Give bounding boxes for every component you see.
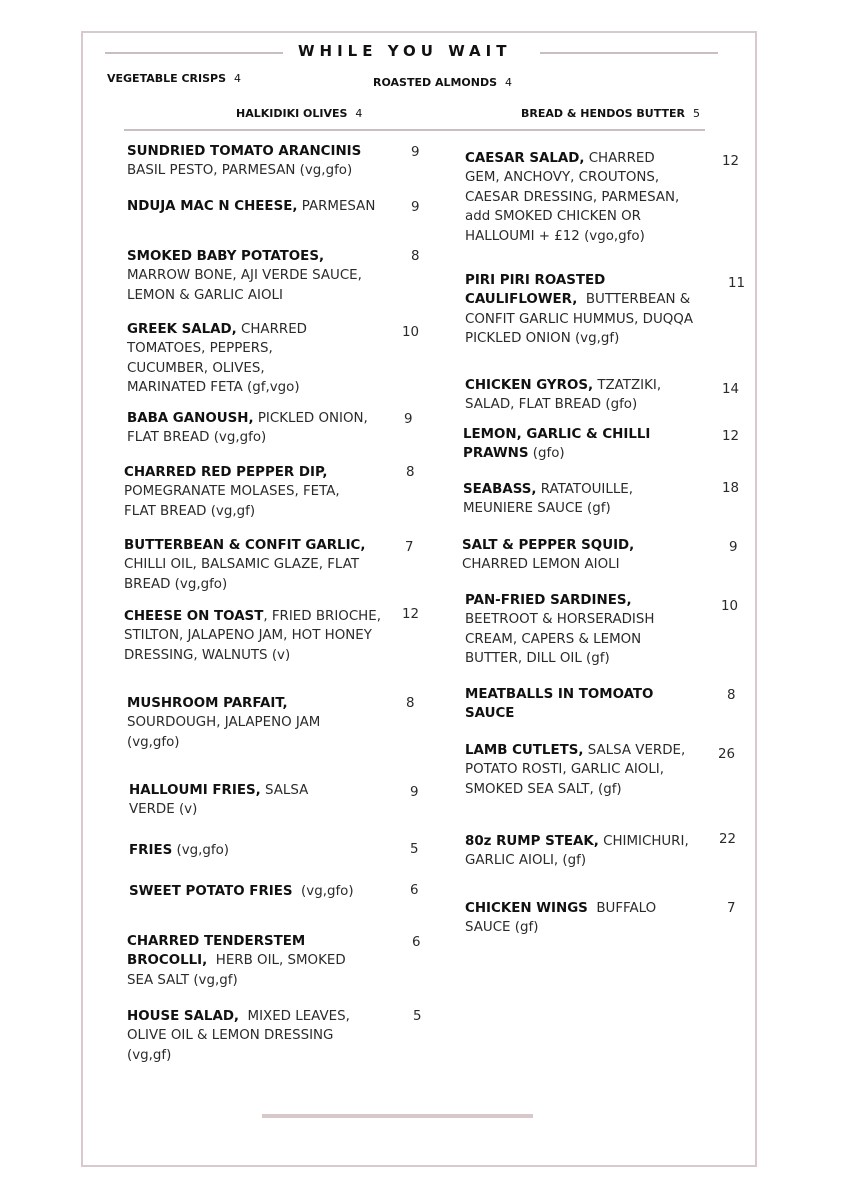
menu-item: [127, 247, 367, 305]
item-name: CHICKEN WINGS: [465, 901, 588, 916]
item-name: MUSHROOM PARFAIT,: [127, 696, 288, 711]
menu-item: [124, 536, 389, 594]
item-price: 6: [410, 883, 419, 898]
item-price: 9: [729, 540, 738, 555]
menu-item: [124, 607, 394, 665]
item-price: 9: [404, 412, 413, 427]
item-price: 14: [722, 382, 740, 397]
menu-item: [127, 694, 377, 752]
item-desc: PARMESAN: [301, 199, 376, 214]
section-title: WHILE YOU WAIT: [298, 42, 512, 60]
item-desc: CHIMICHURI, GARLIC AIOLI, (gf): [465, 834, 689, 869]
item-price: 8: [727, 688, 736, 703]
menu-item: [465, 271, 695, 349]
item-price: 6: [412, 935, 421, 950]
menu-item: [463, 480, 688, 519]
item-price: 10: [402, 325, 420, 340]
menu-item: [465, 149, 690, 246]
item-name: FRIES: [129, 843, 173, 858]
snack-price: 4: [355, 107, 363, 120]
item-price: 8: [411, 249, 420, 264]
menu-item: [129, 781, 329, 820]
item-price: 5: [410, 842, 419, 857]
item-desc: SALSA VERDE, POTATO ROSTI, GARLIC AIOLI, SMOKED SEA SALT, (gf): [465, 743, 686, 797]
menu-item: [127, 320, 342, 398]
menu-item: [462, 536, 692, 575]
header-rule-left: [105, 52, 283, 54]
item-name: PIRI PIRI ROASTED CAULIFLOWER,: [465, 273, 606, 308]
item-desc: CHARRED GEM, ANCHOVY, CROUTONS, CAESAR DRESSING, PARMESAN, add SMOKED CHICKEN OR HALLOUMI + £12 (vgo,gfo): [465, 151, 680, 244]
snack-name: ROASTED ALMONDS: [373, 76, 498, 89]
snack-name: BREAD & HENDOS BUTTER: [521, 107, 685, 120]
menu-item: [465, 591, 690, 669]
item-price: 18: [722, 481, 740, 496]
item-price: 26: [718, 747, 736, 762]
item-desc: CHARRED TOMATOES, PEPPERS, CUCUMBER, OLIVES, MARINATED FETA (gf,vgo): [127, 322, 307, 396]
menu-item: [465, 832, 705, 871]
item-name: BABA GANOUSH,: [127, 411, 254, 426]
item-name: CHICKEN GYROS,: [465, 378, 594, 393]
item-name: SWEET POTATO FRIES: [129, 884, 293, 899]
item-price: 7: [727, 901, 736, 916]
item-desc: BEETROOT & HORSERADISH CREAM, CAPERS & LEMON BUTTER, DILL OIL (gf): [465, 612, 655, 667]
item-name: PAN-FRIED SARDINES,: [465, 593, 632, 608]
item-desc: MIXED LEAVES, OLIVE OIL & LEMON DRESSING (vg,gf): [127, 1009, 350, 1063]
menu-item: [129, 841, 399, 860]
item-desc: BUTTERBEAN & CONFIT GARLIC HUMMUS, DUQQA PICKLED ONION (vg,gf): [465, 292, 693, 347]
snack-item: [236, 107, 362, 120]
menu-item: [124, 463, 374, 521]
item-name: HALLOUMI FRIES,: [129, 783, 261, 798]
item-desc: HERB OIL, SMOKED SEA SALT (vg,gf): [127, 953, 346, 988]
item-price: 12: [402, 607, 420, 622]
snack-item: [373, 76, 512, 89]
snack-price: 5: [693, 107, 700, 120]
snacks-divider: [124, 129, 705, 131]
item-name: CAESAR SALAD,: [465, 151, 585, 166]
item-name: CHEESE ON TOAST: [124, 609, 264, 624]
menu-item: [127, 932, 372, 990]
menu-item: [127, 409, 397, 448]
item-desc: BASIL PESTO, PARMESAN (vg,gfo): [127, 163, 353, 179]
item-name: HOUSE SALAD,: [127, 1009, 240, 1024]
menu-item: [129, 882, 399, 901]
menu-item: [465, 899, 690, 938]
header-rule-right: [540, 52, 718, 54]
item-price: 12: [722, 429, 740, 444]
item-desc: CHILLI OIL, BALSAMIC GLAZE, FLAT BREAD (vg,gfo): [124, 557, 360, 592]
menu-item: [127, 1007, 372, 1065]
item-name: LEMON, GARLIC & CHILLI PRAWNS: [463, 427, 651, 462]
menu-item: [465, 741, 690, 799]
item-name: SMOKED BABY POTATOES,: [127, 249, 325, 264]
snack-name: HALKIDIKI OLIVES: [236, 107, 348, 120]
item-desc: BUFFALO SAUCE (gf): [465, 901, 657, 936]
item-name: LAMB CUTLETS,: [465, 743, 584, 758]
item-name: CHARRED TENDERSTEM BROCOLLI,: [127, 934, 306, 969]
snack-name: VEGETABLE CRISPS: [107, 72, 227, 85]
item-name: MEATBALLS IN TOMOATO SAUCE: [465, 687, 654, 722]
menu-item: [127, 197, 387, 216]
item-name: SALT & PEPPER SQUID,: [462, 538, 635, 553]
snack-price: 4: [234, 72, 242, 85]
item-price: 9: [411, 200, 420, 215]
item-name: CHARRED RED PEPPER DIP,: [124, 465, 328, 480]
item-desc: RATATOUILLE, MEUNIERE SAUCE (gf): [463, 482, 634, 517]
menu-item: [127, 142, 397, 181]
item-desc: POMEGRANATE MOLASES, FETA, FLAT BREAD (vg,gf): [124, 484, 340, 519]
item-desc: TZATZIKI, SALAD, FLAT BREAD (gfo): [465, 378, 662, 413]
snack-item: [521, 107, 700, 120]
item-price: 8: [406, 465, 415, 480]
item-desc: , FRIED BRIOCHE, STILTON, JALAPENO JAM, HOT HONEY DRESSING, WALNUTS (v): [124, 609, 381, 663]
footer-rule: [262, 1114, 533, 1118]
snack-price: 4: [505, 76, 513, 89]
item-price: 11: [728, 276, 746, 291]
item-name: SUNDRIED TOMATO ARANCINIS: [127, 144, 362, 159]
item-name: GREEK SALAD,: [127, 322, 237, 337]
item-price: 22: [719, 832, 737, 847]
item-name: SEABASS,: [463, 482, 537, 497]
item-name: BUTTERBEAN & CONFIT GARLIC,: [124, 538, 366, 553]
item-desc: (vg,gfo): [176, 843, 230, 858]
item-price: 5: [413, 1009, 422, 1024]
menu-item: [465, 685, 685, 724]
item-name: NDUJA MAC N CHEESE,: [127, 199, 298, 214]
item-desc: SALSA VERDE (v): [129, 783, 309, 818]
item-name: 80z RUMP STEAK,: [465, 834, 599, 849]
menu-item: [463, 425, 693, 464]
item-desc: SOURDOUGH, JALAPENO JAM (vg,gfo): [127, 715, 321, 750]
item-desc: PICKLED ONION, FLAT BREAD (vg,gfo): [127, 411, 368, 446]
item-desc: (vg,gfo): [301, 884, 354, 899]
item-desc: (gfo): [532, 446, 565, 462]
item-price: 9: [411, 145, 420, 160]
item-desc: MARROW BONE, AJI VERDE SAUCE, LEMON & GARLIC AIOLI: [127, 268, 362, 303]
menu-item: [465, 376, 695, 415]
snack-item: [107, 72, 241, 85]
item-price: 7: [405, 540, 414, 555]
item-price: 8: [406, 696, 415, 711]
item-price: 9: [410, 785, 419, 800]
item-price: 10: [721, 599, 739, 614]
item-price: 12: [722, 154, 740, 169]
item-desc: CHARRED LEMON AIOLI: [462, 557, 620, 573]
